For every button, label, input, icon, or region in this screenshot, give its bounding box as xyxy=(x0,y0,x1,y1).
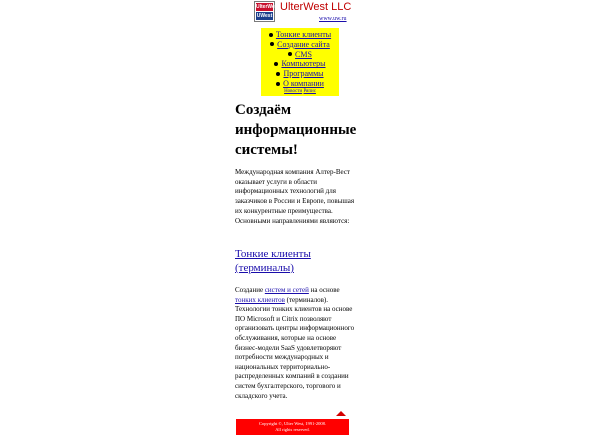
company-name: UlterWest LLC xyxy=(280,1,352,13)
site-url-link[interactable]: www.uw.ru xyxy=(319,16,347,22)
menu-link-website[interactable]: Создание сайта xyxy=(277,39,330,49)
rights-text: All rights reserved. xyxy=(275,427,310,432)
menu-item-programs xyxy=(261,69,339,79)
menu-item-computers xyxy=(261,59,339,69)
ulterwest-logo-icon[interactable] xyxy=(254,1,280,22)
menu-link-computers[interactable]: Компьютеры xyxy=(281,59,326,69)
page-header xyxy=(251,0,361,26)
bullet-icon xyxy=(276,72,280,76)
triangle-up-icon[interactable] xyxy=(336,411,346,416)
bullet-icon xyxy=(276,82,280,86)
menu-item-thin-clients xyxy=(261,30,339,40)
menu-link-programs[interactable]: Программы xyxy=(283,69,324,79)
logo-top-label: UlterWest xyxy=(256,4,280,10)
main-menu xyxy=(261,28,339,96)
bullet-icon xyxy=(288,52,292,56)
news-link[interactable]: Новости xyxy=(284,89,303,94)
section-heading xyxy=(235,247,360,275)
intro-paragraph: Международная компания Алтер-Вест оказывает услуги в области информационных технологий для заказчиков в России и Европе, повышая их конкурентные преимущества. Основными направлениями являются: xyxy=(235,168,355,225)
section-text-part-2: на основе xyxy=(308,286,340,294)
menu-item-cms xyxy=(261,50,339,60)
systems-networks-link[interactable]: систем и сетей xyxy=(264,286,309,294)
thin-clients-link[interactable]: тонких клиентов xyxy=(235,295,285,304)
bullet-icon xyxy=(270,42,274,46)
page-footer xyxy=(236,419,349,435)
section-heading-link[interactable]: Тонкие клиенты (терминалы) xyxy=(235,248,311,274)
menu-link-about[interactable]: О компании xyxy=(283,78,324,88)
page-title: Создаём информационные системы! xyxy=(235,102,357,158)
section-text-part-1: Создание xyxy=(235,286,265,294)
copyright-text: Copyright ©, Ulter West, 1991-2008. xyxy=(258,421,327,426)
bullet-icon xyxy=(274,62,278,66)
menu-link-cms[interactable]: CMS xyxy=(295,49,312,59)
menu-sub-links xyxy=(261,88,339,95)
menu-item-website xyxy=(261,40,339,50)
bullet-icon xyxy=(269,33,273,37)
section-text-part-3: (терминалов). Технологии тонких клиентов на основе ПО Microsoft и Citrix позволяют организовать центры информационного обслуживания, которые на основе бизнес-модели SaaS удовлетворяют потребности международных и национальных территориально-распределенных компаний в создании систем бухгалтерского, торгового и складского учета. xyxy=(235,295,355,400)
section-paragraph xyxy=(235,286,360,401)
logo-bottom-label: UWest xyxy=(256,13,273,19)
secondary-link[interactable]: Ряпис xyxy=(303,89,316,94)
menu-link-thin-clients[interactable]: Тонкие клиенты xyxy=(275,30,332,39)
